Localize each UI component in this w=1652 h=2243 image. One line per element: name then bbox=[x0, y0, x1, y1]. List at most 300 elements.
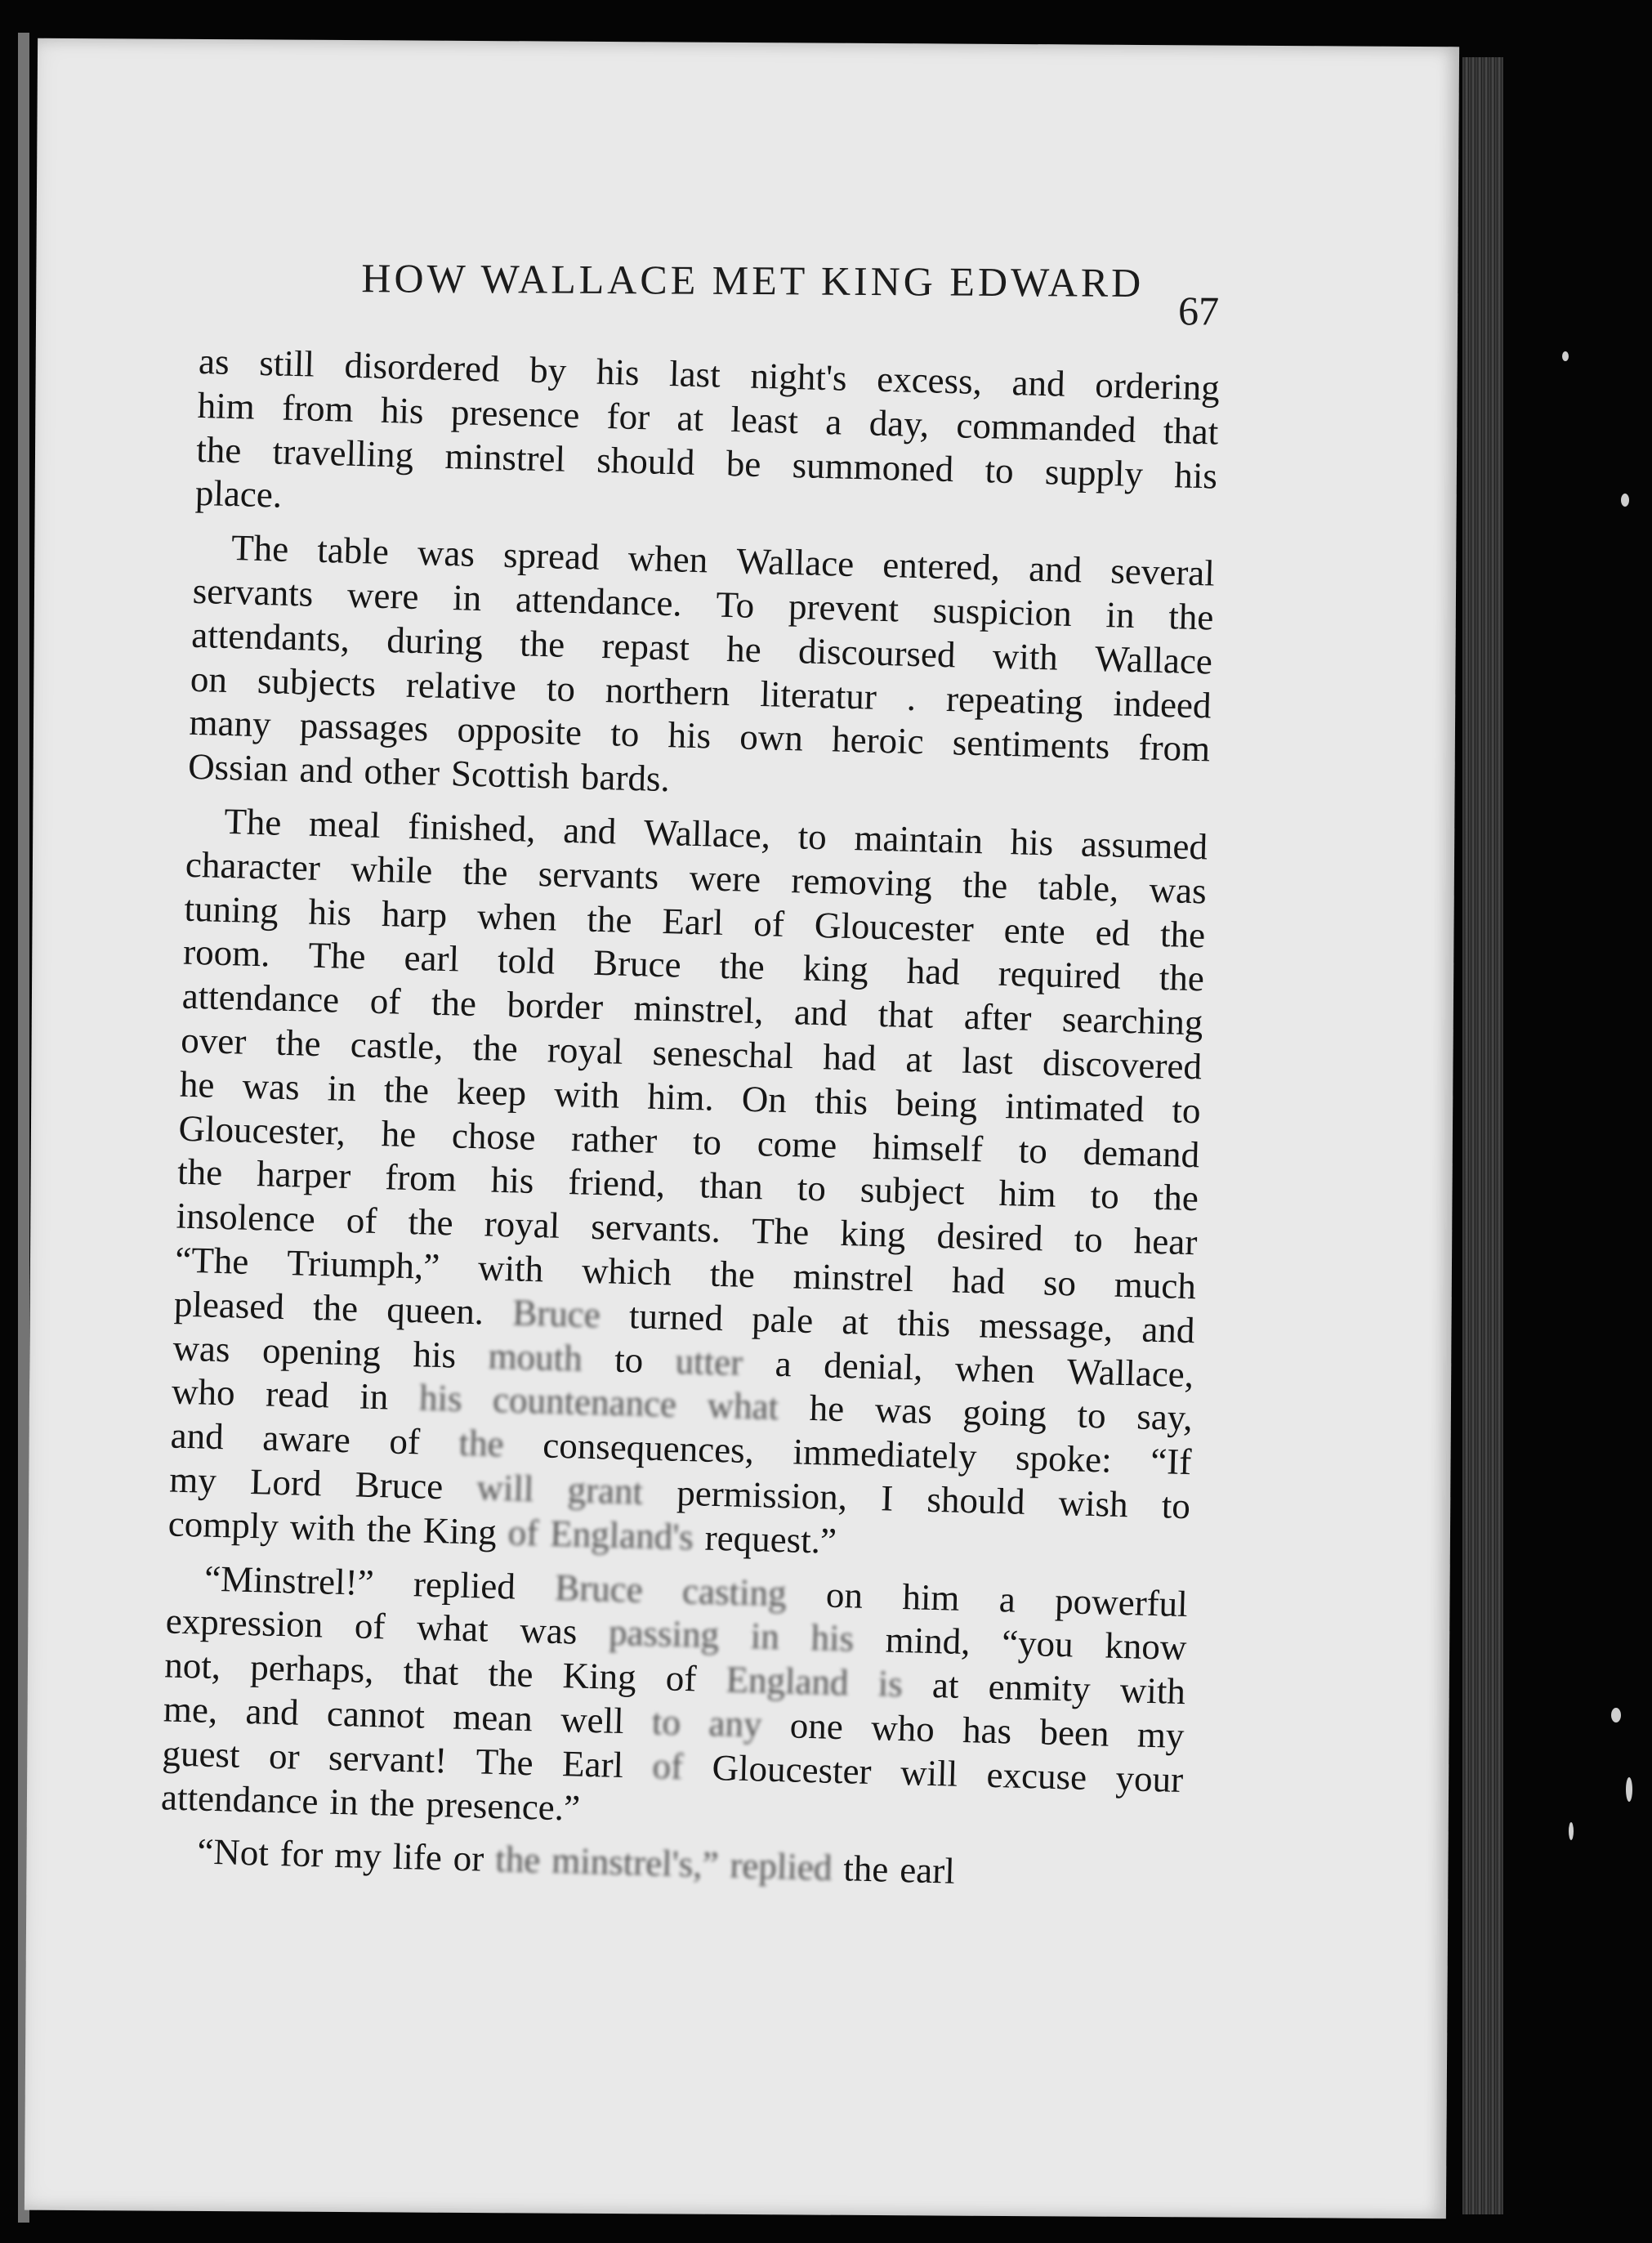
word: night's bbox=[749, 355, 848, 399]
word: replied bbox=[413, 1562, 516, 1607]
word: friend, bbox=[567, 1161, 666, 1205]
dust-speck bbox=[1562, 351, 1569, 361]
word: cannot bbox=[326, 1692, 426, 1736]
word: tuning bbox=[184, 887, 279, 932]
word: from bbox=[281, 386, 355, 430]
word: Gloucester bbox=[712, 1746, 873, 1792]
word: him. bbox=[646, 1075, 715, 1119]
word: him bbox=[901, 1575, 961, 1619]
word: The bbox=[230, 527, 289, 570]
word: ed bbox=[1095, 911, 1131, 954]
word: to bbox=[1090, 1175, 1120, 1218]
word: supply bbox=[1044, 450, 1144, 494]
word: of bbox=[369, 980, 401, 1022]
word: should bbox=[926, 1478, 1026, 1522]
word: he bbox=[809, 1387, 845, 1430]
word: his bbox=[1173, 454, 1218, 497]
word: to bbox=[797, 1167, 827, 1209]
dust-speck bbox=[1569, 1822, 1574, 1840]
word: the bbox=[195, 428, 243, 471]
word: “you bbox=[1001, 1622, 1074, 1665]
word: the bbox=[462, 851, 509, 893]
word: last bbox=[668, 353, 721, 395]
word: what bbox=[416, 1606, 489, 1651]
word: as bbox=[198, 340, 230, 382]
word: the bbox=[519, 623, 565, 665]
word: Triumph,” bbox=[286, 1242, 440, 1287]
word: minstrel bbox=[793, 1255, 914, 1300]
word: Lord bbox=[249, 1460, 323, 1504]
word: and bbox=[170, 1414, 225, 1458]
word: to bbox=[797, 815, 828, 858]
word: Earl bbox=[661, 900, 725, 943]
word: replied bbox=[729, 1844, 833, 1889]
word: commanded bbox=[955, 404, 1137, 450]
word: On bbox=[741, 1078, 788, 1120]
word: and bbox=[1028, 547, 1083, 591]
word: is bbox=[877, 1663, 904, 1705]
word: his bbox=[810, 1617, 855, 1660]
word: he bbox=[726, 628, 762, 670]
word: the bbox=[431, 981, 477, 1025]
word: To bbox=[715, 583, 755, 626]
word: Scottish bbox=[450, 753, 570, 798]
word: request.” bbox=[704, 1517, 837, 1562]
word: opposite bbox=[456, 708, 583, 753]
word: by bbox=[529, 349, 567, 391]
word: “If bbox=[1150, 1441, 1192, 1483]
word: finished, bbox=[407, 805, 537, 850]
word: bards. bbox=[580, 756, 671, 800]
word: casting bbox=[681, 1570, 788, 1614]
word: in bbox=[1105, 594, 1136, 636]
word: The bbox=[475, 1740, 534, 1783]
word: Earl bbox=[561, 1742, 624, 1785]
word: pleased bbox=[173, 1283, 285, 1327]
word: Bruce bbox=[511, 1292, 601, 1335]
word: his bbox=[1010, 821, 1054, 864]
word: character bbox=[185, 843, 321, 888]
word: to bbox=[1171, 1089, 1202, 1132]
word: his bbox=[596, 351, 641, 394]
word: should bbox=[596, 439, 696, 483]
word: royal bbox=[484, 1203, 560, 1246]
word: summoned bbox=[792, 444, 954, 489]
word: and bbox=[299, 748, 354, 792]
word: discoursed bbox=[797, 630, 957, 676]
word: Wallace, bbox=[643, 811, 771, 856]
word: king bbox=[839, 1212, 907, 1256]
word: at bbox=[676, 397, 704, 439]
word: attendance bbox=[181, 975, 340, 1021]
word: message, bbox=[978, 1304, 1114, 1349]
word: own bbox=[739, 716, 804, 759]
word: place. bbox=[194, 472, 283, 516]
word: searching bbox=[1061, 999, 1204, 1043]
word: of bbox=[346, 1200, 378, 1242]
word: still bbox=[258, 342, 315, 385]
word: consequences, bbox=[542, 1424, 755, 1472]
word: disordered bbox=[344, 344, 501, 390]
word: in bbox=[452, 577, 482, 619]
word: his bbox=[490, 1159, 535, 1202]
word: The bbox=[751, 1210, 810, 1253]
word: enmity bbox=[988, 1665, 1092, 1710]
word: the bbox=[842, 1848, 890, 1890]
word: Gloucester, bbox=[177, 1107, 346, 1153]
word: . bbox=[906, 677, 917, 718]
word: attendants, bbox=[190, 614, 350, 659]
word: the bbox=[275, 1021, 322, 1065]
word: suspicion bbox=[932, 589, 1073, 634]
word: this bbox=[896, 1302, 951, 1345]
word: your bbox=[1114, 1757, 1184, 1800]
word: England's bbox=[549, 1512, 694, 1557]
word: when bbox=[476, 895, 558, 939]
word: “The bbox=[174, 1239, 249, 1282]
word: pale bbox=[751, 1298, 814, 1341]
word: denial, bbox=[823, 1343, 924, 1388]
word: servants bbox=[192, 570, 314, 614]
word: Bruce bbox=[355, 1463, 444, 1508]
word: the bbox=[1168, 596, 1215, 638]
word: Wallace bbox=[1094, 637, 1213, 682]
word: I bbox=[880, 1477, 894, 1519]
word: to bbox=[1074, 1218, 1104, 1261]
word: aware bbox=[261, 1417, 351, 1461]
word: during bbox=[386, 619, 484, 663]
word: the bbox=[368, 1781, 416, 1824]
word: in bbox=[327, 1067, 357, 1110]
word: expression bbox=[165, 1600, 324, 1646]
word: minstrel bbox=[444, 435, 566, 480]
word: ente bbox=[1003, 909, 1066, 952]
word: of bbox=[507, 1512, 539, 1554]
word: passing bbox=[608, 1611, 720, 1656]
word: much bbox=[1114, 1263, 1197, 1307]
word: intimated bbox=[1004, 1084, 1145, 1130]
word: one bbox=[789, 1705, 844, 1748]
word: who bbox=[870, 1706, 935, 1749]
word: passages bbox=[299, 704, 429, 749]
word: had bbox=[822, 1036, 877, 1079]
word: when bbox=[627, 537, 708, 581]
word: comply bbox=[167, 1503, 279, 1547]
word: with bbox=[992, 635, 1059, 678]
word: his bbox=[412, 1333, 457, 1376]
word: King bbox=[562, 1655, 637, 1698]
word: the bbox=[383, 1068, 430, 1111]
word: was bbox=[874, 1389, 933, 1432]
word: sentiments bbox=[952, 722, 1110, 767]
word: repast bbox=[601, 624, 690, 668]
word: guest bbox=[161, 1732, 241, 1776]
word: queen. bbox=[386, 1289, 484, 1333]
word: the bbox=[458, 1422, 505, 1465]
word: royal bbox=[547, 1029, 624, 1072]
word: Bruce bbox=[554, 1566, 644, 1611]
word: been bbox=[1038, 1711, 1110, 1754]
word: several bbox=[1110, 550, 1216, 594]
word: repeating bbox=[945, 677, 1084, 722]
word: and bbox=[562, 809, 617, 852]
word: least bbox=[730, 398, 799, 441]
word: well bbox=[560, 1698, 625, 1742]
word: come bbox=[757, 1122, 837, 1166]
word: border bbox=[507, 984, 604, 1028]
word: assumed bbox=[1080, 823, 1208, 868]
word: discovered bbox=[1042, 1042, 1203, 1088]
word: say, bbox=[1136, 1396, 1194, 1439]
word: who bbox=[171, 1370, 236, 1414]
word: my bbox=[333, 1834, 382, 1877]
word: presence bbox=[450, 391, 581, 436]
word: to bbox=[546, 667, 576, 709]
word: was bbox=[417, 532, 476, 575]
word: excuse bbox=[986, 1754, 1087, 1798]
word: was bbox=[1149, 869, 1208, 912]
word: last bbox=[961, 1039, 1014, 1083]
word: has bbox=[962, 1709, 1012, 1752]
word: to bbox=[692, 1120, 722, 1163]
word: from bbox=[384, 1156, 458, 1200]
word: travelling bbox=[272, 430, 414, 476]
word: the bbox=[366, 1508, 413, 1550]
word: know bbox=[1104, 1624, 1188, 1669]
word: powerful bbox=[1054, 1579, 1189, 1624]
word: the bbox=[494, 1839, 541, 1881]
word: insolence bbox=[176, 1195, 316, 1240]
word: be bbox=[726, 442, 761, 485]
word: will bbox=[900, 1751, 958, 1794]
word: the bbox=[487, 1652, 534, 1696]
word: rather bbox=[570, 1117, 658, 1161]
word: mean bbox=[452, 1696, 534, 1740]
word: required bbox=[998, 953, 1122, 998]
word: wish bbox=[1058, 1481, 1129, 1526]
word: of bbox=[752, 902, 785, 945]
word: or bbox=[268, 1735, 301, 1777]
word: that bbox=[403, 1651, 459, 1693]
word: not, bbox=[163, 1644, 221, 1687]
word: king bbox=[802, 947, 869, 990]
word: was bbox=[519, 1610, 578, 1652]
word: spoke: bbox=[1015, 1437, 1113, 1481]
word: the bbox=[1159, 957, 1205, 999]
word: table bbox=[316, 529, 390, 573]
word: his bbox=[418, 1377, 463, 1420]
word: other bbox=[363, 750, 440, 793]
word: of bbox=[354, 1605, 386, 1647]
dust-speck bbox=[1611, 1708, 1621, 1722]
word: mouth bbox=[488, 1335, 583, 1379]
word: excess, bbox=[876, 358, 983, 403]
word: desired bbox=[935, 1215, 1044, 1259]
word: the bbox=[709, 1253, 756, 1296]
word: spread bbox=[502, 534, 601, 579]
word: the bbox=[176, 1151, 223, 1194]
word: entered, bbox=[882, 544, 1001, 588]
word: and bbox=[1011, 361, 1066, 404]
word: harper bbox=[256, 1153, 351, 1197]
word: The bbox=[223, 800, 283, 843]
word: to bbox=[1161, 1485, 1191, 1527]
word: prevent bbox=[788, 585, 900, 630]
word: permission, bbox=[676, 1472, 848, 1518]
word: the bbox=[586, 898, 633, 941]
word: my bbox=[168, 1459, 217, 1501]
word: earl bbox=[403, 937, 460, 980]
word: from bbox=[1137, 726, 1211, 770]
word: of bbox=[665, 1657, 698, 1700]
word: on bbox=[190, 658, 228, 700]
word: keep bbox=[456, 1070, 527, 1114]
word: to bbox=[651, 1700, 681, 1743]
word: to bbox=[614, 1338, 644, 1381]
word: The bbox=[307, 935, 367, 977]
word: his bbox=[307, 891, 352, 933]
word: heroic bbox=[831, 718, 925, 762]
word: he bbox=[381, 1112, 417, 1155]
word: England bbox=[725, 1659, 850, 1704]
word: after bbox=[963, 995, 1033, 1039]
word: to bbox=[609, 713, 640, 755]
word: over bbox=[180, 1019, 248, 1062]
word: the bbox=[1159, 913, 1206, 955]
word: while bbox=[350, 847, 433, 891]
word: he bbox=[179, 1063, 216, 1106]
word: the bbox=[962, 864, 1008, 906]
word: meal bbox=[308, 802, 382, 846]
word: to bbox=[1018, 1129, 1048, 1171]
word: any bbox=[708, 1702, 763, 1745]
word: immediately bbox=[792, 1431, 978, 1477]
word: life bbox=[392, 1836, 443, 1879]
word: going bbox=[962, 1392, 1047, 1435]
word: turned bbox=[628, 1294, 724, 1338]
word: and bbox=[1141, 1308, 1196, 1351]
word: literatur bbox=[759, 672, 877, 717]
word: what bbox=[707, 1384, 779, 1428]
word: for bbox=[606, 395, 650, 438]
word: grant bbox=[567, 1469, 644, 1512]
word: room. bbox=[182, 932, 271, 975]
word: with bbox=[553, 1073, 620, 1116]
word: in bbox=[750, 1615, 780, 1658]
word: subject bbox=[859, 1168, 966, 1213]
running-head: HOW WALLACE MET KING EDWARD bbox=[361, 255, 1145, 306]
word: servants bbox=[538, 852, 659, 897]
word: had bbox=[906, 950, 961, 993]
word: had bbox=[951, 1259, 1006, 1302]
word: Wallace, bbox=[1066, 1350, 1194, 1395]
word: will bbox=[476, 1467, 535, 1510]
word: in bbox=[359, 1375, 390, 1418]
word: Gloucester bbox=[814, 904, 975, 949]
word: were bbox=[689, 856, 761, 900]
word: his bbox=[667, 714, 712, 757]
word: mind, bbox=[885, 1619, 971, 1663]
word: subjects bbox=[257, 659, 377, 704]
word: Bruce bbox=[592, 942, 682, 985]
word: so bbox=[1043, 1262, 1077, 1304]
word: of bbox=[651, 1745, 684, 1787]
word: read bbox=[265, 1373, 330, 1416]
word: to bbox=[984, 449, 1015, 491]
word: seneschal bbox=[652, 1031, 794, 1077]
dust-speck bbox=[1626, 1777, 1632, 1802]
word: me, bbox=[163, 1688, 218, 1731]
word: at bbox=[904, 1038, 933, 1080]
word: with bbox=[289, 1506, 356, 1549]
word: when bbox=[954, 1347, 1036, 1391]
word: perhaps, bbox=[249, 1647, 375, 1691]
word: with bbox=[1119, 1669, 1186, 1713]
word: being bbox=[895, 1082, 978, 1125]
word: minstrel's,” bbox=[551, 1840, 720, 1886]
page-number: 67 bbox=[1177, 288, 1220, 334]
word: the bbox=[312, 1286, 359, 1329]
word: himself bbox=[872, 1125, 984, 1169]
word: a bbox=[998, 1578, 1016, 1620]
word: at bbox=[931, 1664, 960, 1706]
word: or bbox=[453, 1838, 484, 1879]
word: indeed bbox=[1112, 681, 1212, 726]
word: than bbox=[699, 1164, 764, 1208]
word: the bbox=[407, 1201, 454, 1244]
word: chose bbox=[451, 1114, 537, 1158]
word: harp bbox=[381, 892, 448, 936]
word: that bbox=[1163, 409, 1219, 453]
word: and bbox=[244, 1690, 300, 1733]
word: day, bbox=[868, 402, 930, 445]
word: Ossian bbox=[187, 745, 289, 790]
word: ordering bbox=[1094, 364, 1221, 409]
word: at bbox=[841, 1300, 869, 1343]
word: that bbox=[877, 994, 934, 1036]
word: attendance bbox=[160, 1776, 319, 1821]
word: a bbox=[775, 1343, 793, 1384]
word: which bbox=[581, 1249, 672, 1294]
book-page-edges bbox=[1462, 57, 1503, 2214]
word: many bbox=[188, 702, 272, 745]
word: minstrel, bbox=[633, 987, 765, 1032]
word: utter bbox=[675, 1340, 743, 1383]
body-text bbox=[159, 340, 1221, 1900]
word: in bbox=[328, 1781, 359, 1823]
word: and bbox=[793, 991, 848, 1034]
word: him bbox=[197, 384, 256, 427]
word: the bbox=[472, 1026, 519, 1070]
word: of bbox=[388, 1420, 421, 1463]
word: servant! bbox=[328, 1736, 448, 1781]
word: King bbox=[422, 1509, 498, 1553]
word: to bbox=[1077, 1394, 1107, 1437]
word: with bbox=[477, 1247, 544, 1290]
word: the bbox=[719, 945, 766, 988]
word: countenance bbox=[492, 1379, 677, 1425]
dust-speck bbox=[1621, 494, 1629, 507]
word: presence.” bbox=[425, 1783, 581, 1829]
word: “Minstrel!” bbox=[203, 1557, 375, 1603]
word: northern bbox=[605, 668, 731, 713]
word: hear bbox=[1133, 1220, 1199, 1263]
book-page bbox=[25, 38, 1459, 2219]
word: attendance. bbox=[515, 579, 683, 624]
word: his bbox=[380, 389, 425, 431]
word: was bbox=[242, 1065, 301, 1108]
word: maintain bbox=[853, 817, 984, 862]
